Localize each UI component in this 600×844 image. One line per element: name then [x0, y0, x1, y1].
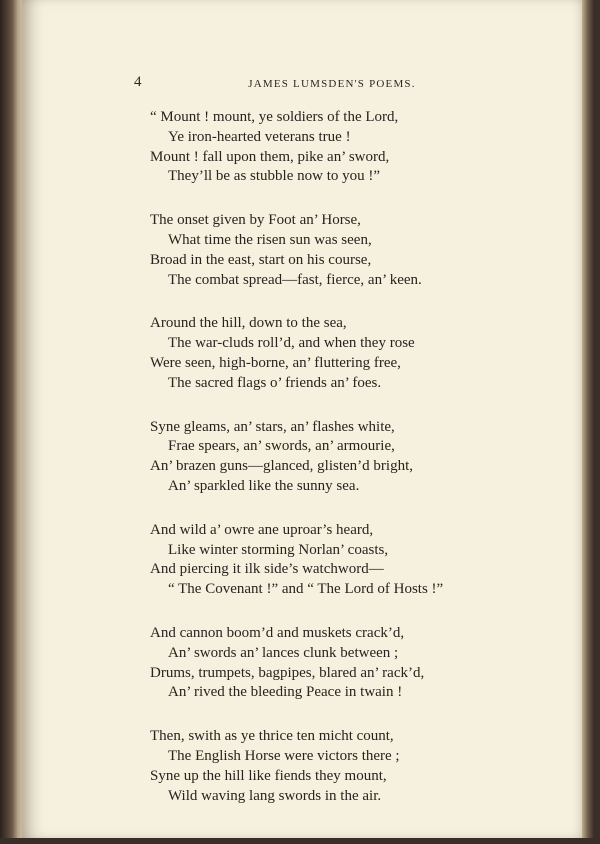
- page-number: 4: [134, 74, 142, 90]
- verse-line: Drums, trumpets, bagpipes, blared an’ rack’d,: [150, 664, 425, 681]
- verse-line: “ The Covenant !” and “ The Lord of Hosts !”: [168, 581, 444, 598]
- stanza: [150, 314, 570, 393]
- verse-line: An’ swords an’ lances clunk between ;: [168, 644, 399, 661]
- book-edge: [0, 838, 600, 844]
- running-title: JAMES LUMSDEN'S POEMS.: [248, 78, 416, 90]
- book-edge: [582, 0, 600, 844]
- verse-line: “ Mount ! mount, ye soldiers of the Lord,: [150, 109, 399, 125]
- stanza: [150, 727, 570, 806]
- verse-line: The sacred flags o’ friends an’ foes.: [168, 374, 382, 391]
- verse-line: Mount ! fall upon them, pike an’ sword,: [150, 148, 390, 165]
- verse-line: And wild a’ owre ane uproar’s heard,: [150, 521, 374, 538]
- verse-line: Wild waving lang swords in the air.: [168, 787, 382, 804]
- verse-line: An’ sparkled like the sunny sea.: [168, 477, 360, 494]
- verse-line: What time the risen sun was seen,: [168, 231, 372, 248]
- stanza: [150, 211, 570, 290]
- verse-line: The English Horse were victors there ;: [168, 747, 400, 764]
- verse-line: Like winter storming Norlan’ coasts,: [168, 541, 389, 558]
- verse-line: Ye iron-hearted veterans true !: [168, 128, 351, 145]
- verse-line: The onset given by Foot an’ Horse,: [150, 212, 361, 229]
- stanza: [150, 108, 570, 187]
- verse-line: The combat spread—fast, fierce, an’ keen.: [168, 271, 422, 288]
- verse-line: And cannon boom’d and muskets crack’d,: [150, 624, 405, 641]
- verse-line: Syne up the hill like fiends they mount,: [150, 767, 387, 784]
- verse-line: Were seen, high-borne, an’ fluttering free,: [150, 354, 401, 371]
- book-page: [22, 0, 582, 838]
- verse-line: Broad in the east, start on his course,: [150, 251, 372, 268]
- verse-line: And piercing it ilk side’s watchword—: [150, 561, 384, 578]
- stanza: [150, 521, 570, 600]
- stanza: [150, 418, 570, 497]
- verse-line: The war-cluds roll’d, and when they rose: [168, 335, 415, 352]
- verse-line: Then, swith as ye thrice ten micht count,: [150, 728, 394, 745]
- verse-line: An’ rived the bleeding Peace in twain !: [168, 684, 403, 701]
- poem-text: [150, 108, 570, 830]
- verse-line: Syne gleams, an’ stars, an’ flashes white,: [150, 418, 395, 435]
- verse-line: They’ll be as stubble now to you !”: [168, 168, 381, 185]
- verse-line: Frae spears, an’ swords, an’ armourie,: [168, 438, 395, 455]
- stanza: [150, 624, 570, 703]
- verse-line: An’ brazen guns—glanced, glisten’d bright,: [150, 458, 413, 475]
- verse-line: Around the hill, down to the sea,: [150, 315, 347, 332]
